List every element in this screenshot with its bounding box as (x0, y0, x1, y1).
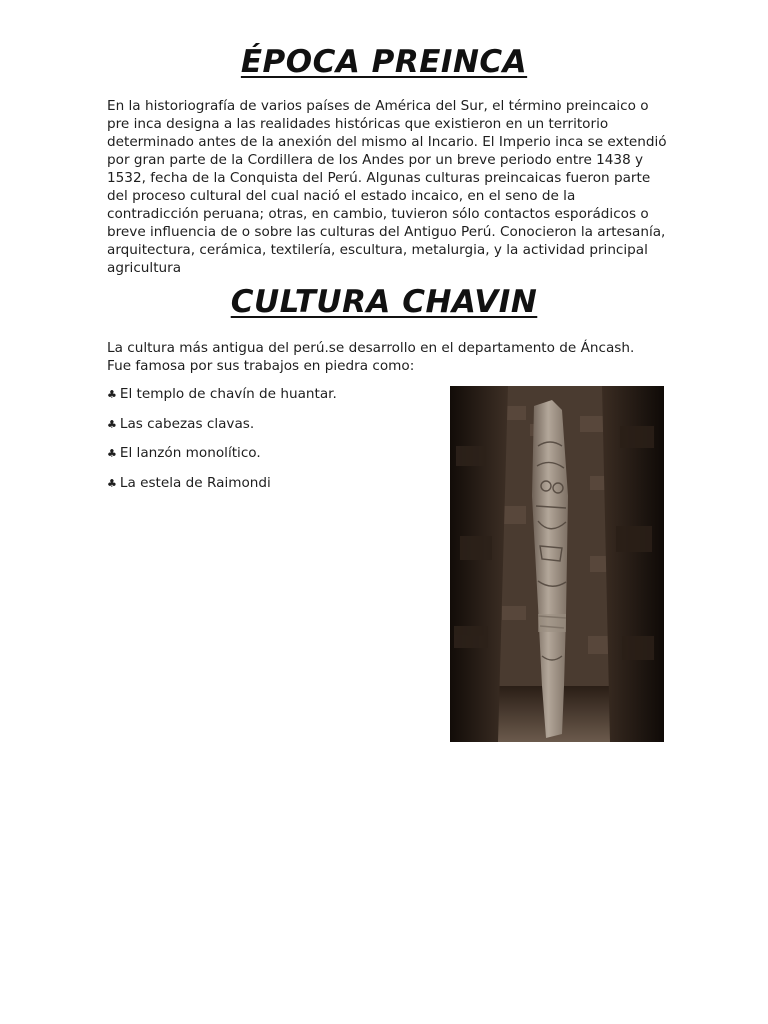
club-bullet-icon: ♣ (107, 447, 117, 460)
club-bullet-icon: ♣ (107, 388, 117, 401)
list-item-text: Las cabezas clavas. (119, 415, 255, 432)
intro-paragraph: En la historiografía de varios países de América del Sur, el término preincaico o pre inca designa a las realidades históricas que existieron en un territorio determinado antes de la anexión del mismo al Incario. El Imperio inca se extendió por gran parte de la Cordillera de los Andes por un breve periodo entre 1438 y 1532, fecha de la Conquista del Perú. Algunas culturas preincaicas fueron parte del proceso cultural del cual nació el estado incaico, en el seno de la contradicción peruana; otras, en cambio, tuvieron sólo contactos esporádicos o breve influencia de o sobre las culturas del Antiguo Perú. Conocieron la artesanía, arquitectura, cerámica, textilería, escultura, metalurgia, y la actividad principal agricultura (107, 98, 667, 276)
lanzon-illustration (450, 386, 664, 742)
list-item (107, 415, 437, 433)
heading-epoca-preinca: ÉPOCA PREINCA (240, 44, 528, 80)
list-item-text: El templo de chavín de huantar. (119, 386, 337, 402)
list-item (107, 385, 437, 403)
list-item (107, 444, 437, 462)
list-item (107, 474, 437, 492)
club-bullet-icon: ♣ (107, 417, 117, 431)
chavin-intro-line-1: La cultura más antigua del perú.se desarrollo en el departamento de Áncash. (107, 340, 635, 356)
heading-cultura-chavin: CULTURA CHAVIN (230, 284, 538, 320)
list-item-text: El lanzón monolítico. (119, 445, 261, 461)
list-item-text: La estela de Raimondi (119, 474, 271, 491)
club-bullet-icon: ♣ (107, 476, 117, 490)
stone-works-list (107, 385, 437, 503)
chavin-intro-paragraph (107, 339, 667, 375)
chavin-intro-line-2: Fue famosa por sus trabajos en piedra como: (107, 358, 415, 374)
lanzon-monolith-photo (450, 386, 664, 742)
